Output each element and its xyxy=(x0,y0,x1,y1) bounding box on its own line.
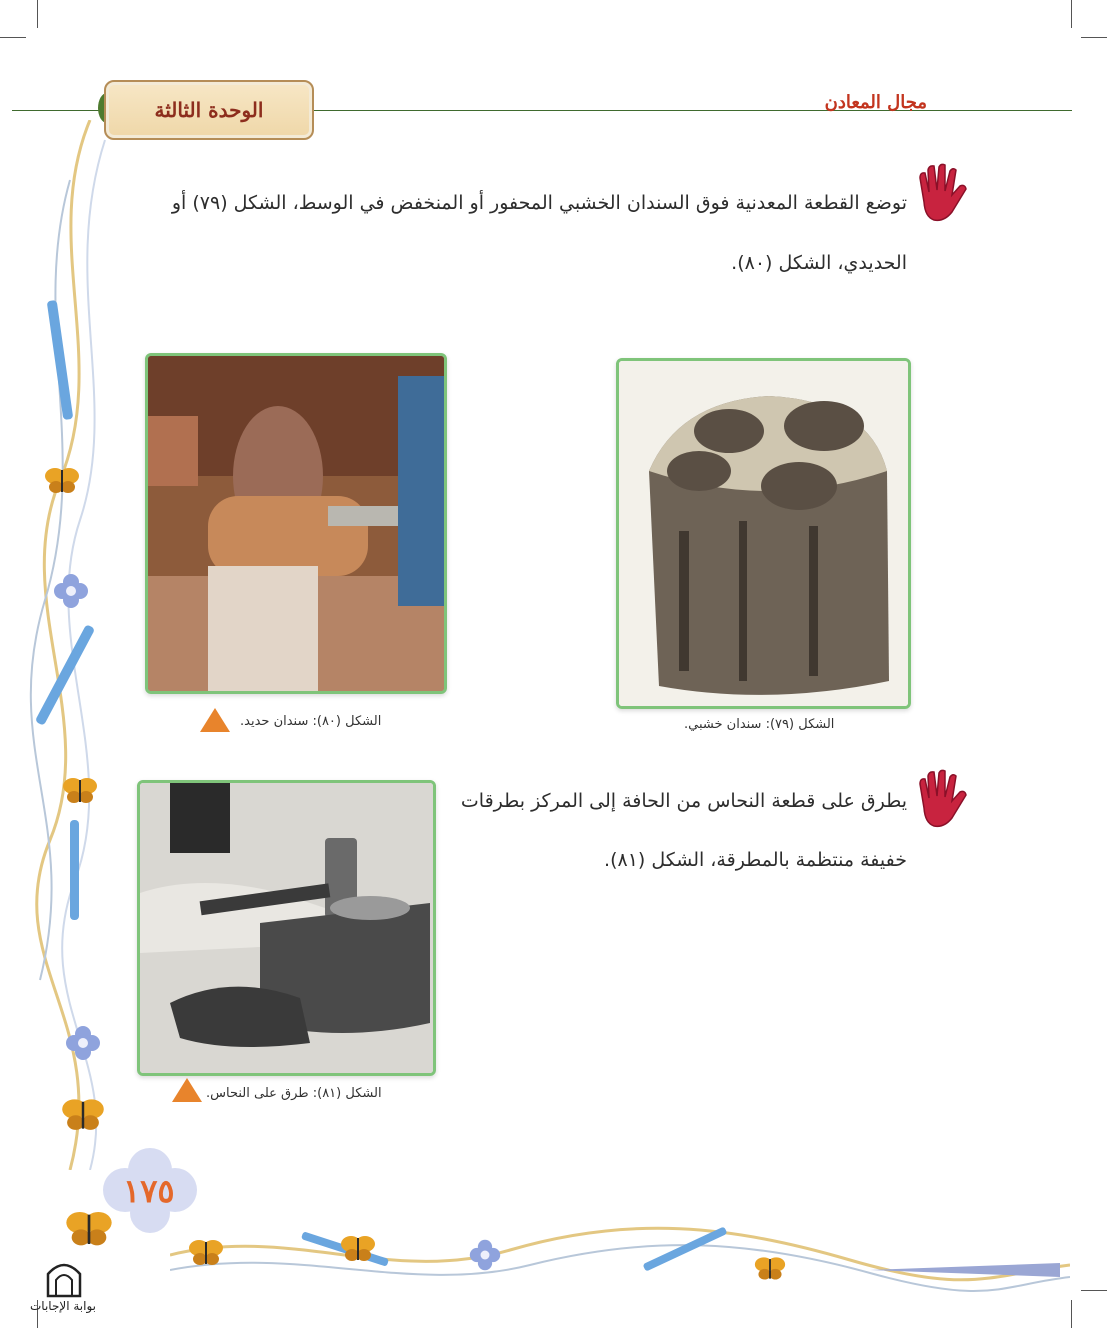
warning-triangle-icon xyxy=(172,1078,202,1102)
paragraph2-line1: يطرق على قطعة النحاس من الحافة إلى المركز بطرقات xyxy=(460,790,907,812)
flower-icon xyxy=(64,1024,102,1062)
butterfly-icon xyxy=(340,1230,376,1266)
header-line-left xyxy=(12,110,102,111)
figure-80-photo xyxy=(145,353,447,694)
crop-mark xyxy=(1071,1300,1072,1328)
crop-mark xyxy=(37,0,38,28)
paragraph2-line2: خفيفة منتظمة بالمطرقة، الشكل (٨١). xyxy=(604,849,907,871)
decorative-border xyxy=(20,120,140,1170)
crop-mark xyxy=(1081,37,1107,38)
warning-triangle-icon xyxy=(200,708,230,732)
red-hand-icon xyxy=(914,768,970,830)
figure-79-caption: الشكل (٧٩): سندان خشبي. xyxy=(684,717,835,732)
footer-logo-text: بوابة الإجابات xyxy=(30,1299,97,1313)
red-hand-icon xyxy=(914,162,970,224)
butterfly-icon xyxy=(188,1234,224,1270)
section-title: مجال المعادن xyxy=(824,92,927,113)
header-line-right xyxy=(312,110,1072,111)
figure-79-photo xyxy=(616,358,911,709)
butterfly-icon xyxy=(62,1204,116,1252)
page-number: ١٧٥ xyxy=(123,1172,175,1210)
crop-mark xyxy=(1081,1290,1107,1291)
figure-81-caption: الشكل (٨١): طرق على النحاس. xyxy=(206,1086,382,1101)
footer-logo-icon xyxy=(44,1256,84,1298)
butterfly-icon xyxy=(58,1092,108,1136)
figure-80-caption: الشكل (٨٠): سندان حديد. xyxy=(240,714,382,729)
unit-badge xyxy=(104,80,314,140)
crop-mark xyxy=(1071,0,1072,28)
unit-label: الوحدة الثالثة xyxy=(154,98,264,122)
butterfly-icon xyxy=(62,772,98,808)
paragraph1-line2: الحديدي، الشكل (٨٠). xyxy=(731,252,907,274)
paragraph1-line1: توضع القطعة المعدنية فوق السندان الخشبي المحفور أو المنخفض في الوسط، الشكل (٧٩) أو xyxy=(171,192,907,214)
butterfly-icon xyxy=(754,1252,786,1284)
butterfly-icon xyxy=(44,462,80,498)
figure-81-photo xyxy=(137,780,436,1076)
crop-mark xyxy=(0,37,26,38)
flower-icon xyxy=(52,572,90,610)
bottom-decoration xyxy=(170,1215,1070,1295)
flower-icon xyxy=(468,1238,502,1272)
